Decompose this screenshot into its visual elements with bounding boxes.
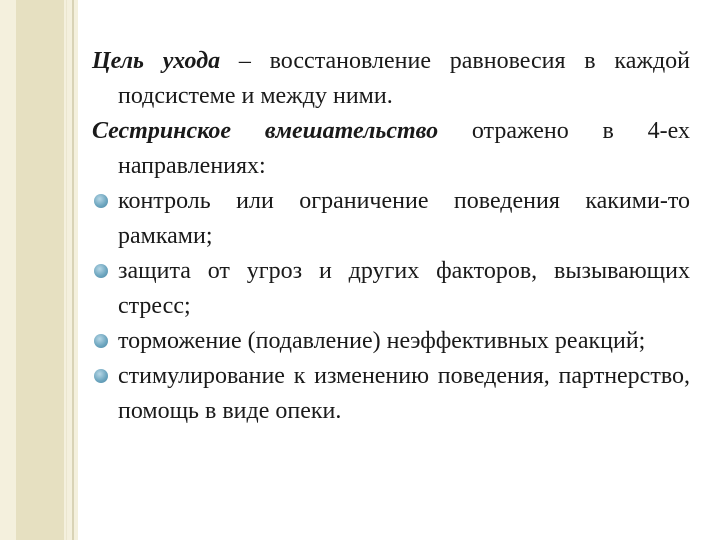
decorative-left-band-inner <box>16 0 64 540</box>
bullet-icon <box>94 194 108 208</box>
list-item <box>92 254 690 324</box>
goal-paragraph <box>92 44 690 114</box>
decorative-divider-line <box>72 0 74 540</box>
bullet-icon <box>94 334 108 348</box>
list-item-text: торможение (подавление) неэффективных реакций; <box>118 328 646 354</box>
bullet-icon <box>94 264 108 278</box>
list-item-text: контроль или ограничение поведения какими-то рамками; <box>118 188 690 249</box>
list-item-text: защита от угроз и других факторов, вызывающих стресс; <box>118 258 690 319</box>
bullet-icon <box>94 369 108 383</box>
goal-term: Цель ухода <box>92 48 221 74</box>
list-item-text: стимулирование к изменению поведения, партнерство, помощь в виде опеки. <box>118 363 690 424</box>
goal-text: – восстановление равновесия в каждой подсистеме и между ними. <box>118 48 690 109</box>
intervention-text: отражено в 4-ех направлениях: <box>118 118 690 179</box>
list-item <box>92 359 690 429</box>
intervention-paragraph <box>92 114 690 184</box>
intervention-term: Сестринское вмешательство <box>92 118 439 144</box>
list-item <box>92 184 690 254</box>
list-item <box>92 324 690 359</box>
slide-content <box>92 44 690 429</box>
decorative-divider-line <box>66 0 67 540</box>
